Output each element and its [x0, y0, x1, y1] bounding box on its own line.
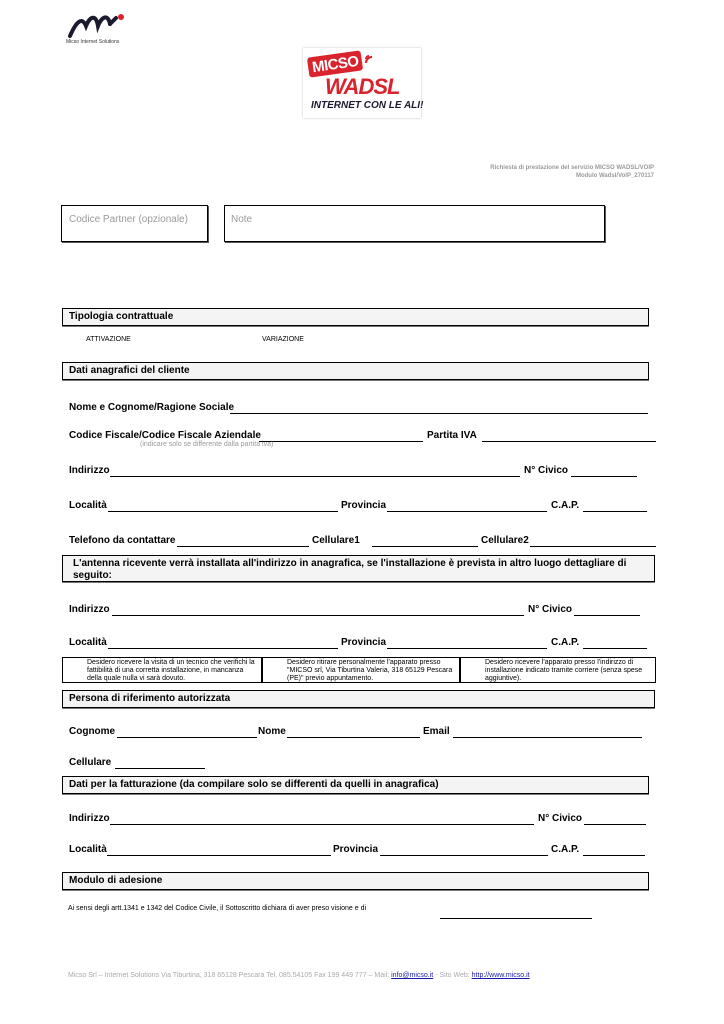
- rif-cellulare-field[interactable]: [115, 768, 205, 769]
- fatt-indirizzo-label: Indirizzo: [69, 813, 110, 824]
- partner-code-box[interactable]: [61, 205, 208, 242]
- antenna-cap-label: C.A.P.: [551, 637, 580, 648]
- fatt-localita-field[interactable]: [107, 855, 331, 856]
- cf-field[interactable]: [259, 441, 423, 442]
- telefono-field[interactable]: [177, 546, 309, 547]
- telefono-label: Telefono da contattare: [69, 535, 176, 546]
- option-variazione[interactable]: VARIAZIONE: [262, 336, 304, 343]
- footer-sep: - Sito Web:: [433, 972, 470, 979]
- rif-nome-field[interactable]: [287, 737, 420, 738]
- cf-hint: (indicare solo se differente dalla partita iva): [140, 441, 274, 448]
- adesione-text: Ai sensi degli artt.1341 e 1342 del Codice Civile, il Sottoscritto dichiara di aver preso visione e di: [68, 905, 367, 912]
- antenna-cap-field[interactable]: [583, 648, 647, 649]
- micso-company-logo: [66, 12, 136, 50]
- option-ritiro[interactable]: Desidero ritirare personalmente l'apparato presso "MICSO srl, Via Tiburtina Valeria, 318 65129 Pescara (PE)" previo appuntamento.: [262, 657, 460, 683]
- antenna-indirizzo-label: Indirizzo: [69, 604, 110, 615]
- option-corriere[interactable]: Desidero ricevere l'apparato presso l'indirizzo di installazione indicato tramite corriere (senza spese aggiuntive).: [460, 657, 656, 683]
- antenna-localita-label: Località: [69, 637, 107, 648]
- antenna-localita-field[interactable]: [108, 648, 338, 649]
- section-riferimento: Persona di riferimento autorizzata: [62, 690, 655, 708]
- cellulare1-field[interactable]: [372, 546, 478, 547]
- logo-tagline: INTERNET CON LE ALI!: [311, 100, 424, 111]
- wireless-signal-icon: [363, 50, 379, 66]
- fatt-provincia-label: Provincia: [333, 844, 379, 855]
- option-attivazione[interactable]: ATTIVAZIONE: [86, 336, 131, 343]
- section-fatturazione: Dati per la fatturazione (da compilare solo se differenti da quelli in anagrafica): [62, 776, 649, 794]
- nome-field[interactable]: [230, 413, 648, 414]
- cap-label: C.A.P.: [551, 500, 580, 511]
- micso-wadsl-logo: [303, 48, 424, 118]
- email-label: Email: [423, 726, 450, 737]
- footer-text: Micso Srl – Internet Solutions Via Tiburtina, 318 65128 Pescara Tel. 085.54105 Fax 199 449 777 – Mail:: [68, 972, 390, 979]
- rif-cellulare-label: Cellulare: [69, 757, 112, 768]
- company-logo-text: Micso Internet Solutions: [66, 39, 120, 45]
- fatt-provincia-field[interactable]: [380, 855, 548, 856]
- fatt-cap-field[interactable]: [583, 855, 645, 856]
- provincia-field[interactable]: [387, 511, 547, 512]
- piva-field[interactable]: [482, 441, 656, 442]
- cognome-label: Cognome: [69, 726, 116, 737]
- footer: [68, 972, 530, 979]
- cellulare2-field[interactable]: [530, 546, 656, 547]
- indirizzo-field[interactable]: [110, 476, 520, 477]
- logo-wadsl-text: WADSL: [325, 74, 400, 99]
- fatt-civico-field[interactable]: [584, 824, 646, 825]
- cognome-field[interactable]: [117, 737, 257, 738]
- piva-label: Partita IVA: [427, 430, 477, 441]
- section-tipologia: Tipologia contrattuale: [62, 308, 649, 326]
- rif-nome-label: Nome: [258, 726, 286, 737]
- note-label: Note: [231, 214, 253, 225]
- fatt-indirizzo-field[interactable]: [110, 824, 534, 825]
- civico-label: N° Civico: [524, 465, 569, 476]
- civico-field[interactable]: [571, 476, 637, 477]
- section-adesione: Modulo di adesione: [62, 872, 649, 890]
- nome-label: Nome e Cognome/Ragione Sociale: [69, 402, 235, 413]
- signature-line[interactable]: [440, 918, 592, 919]
- antenna-civico-label: N° Civico: [528, 604, 573, 615]
- fatt-civico-label: N° Civico: [538, 813, 583, 824]
- note-box[interactable]: [224, 205, 605, 242]
- antenna-indirizzo-field[interactable]: [112, 615, 524, 616]
- micso-m-icon: [66, 12, 128, 38]
- indirizzo-label: Indirizzo: [69, 465, 110, 476]
- doc-title: Richiesta di prestazione del servizio MICSO WADSL/VOIP: [490, 165, 654, 171]
- localita-field[interactable]: [108, 511, 338, 512]
- provincia-label: Provincia: [341, 500, 387, 511]
- cap-field[interactable]: [583, 511, 647, 512]
- fatt-cap-label: C.A.P.: [551, 844, 580, 855]
- antenna-provincia-field[interactable]: [387, 648, 547, 649]
- cellulare2-label: Cellulare2: [481, 535, 529, 546]
- footer-mail-link[interactable]: info@micso.it: [391, 972, 434, 979]
- section-antenna: L'antenna ricevente verrà installata all'indirizzo in anagrafica, se l'installazione è prevista in altro luogo dettagliare di seguito:: [62, 555, 655, 582]
- option-tecnico[interactable]: Desidero ricevere la visita di un tecnico che verifichi la fattibilità di una corretta installazione, in mancanza della quale nulla vi sarà dovuto.: [62, 657, 262, 683]
- cellulare1-label: Cellulare1: [312, 535, 360, 546]
- email-field[interactable]: [453, 737, 642, 738]
- footer-web-link[interactable]: http://www.micso.it: [471, 972, 530, 979]
- antenna-civico-field[interactable]: [574, 615, 640, 616]
- logo-micso-text: MICSO: [311, 52, 360, 77]
- doc-code: Modulo Wadsl/VoIP_270117: [575, 173, 654, 179]
- antenna-provincia-label: Provincia: [341, 637, 387, 648]
- partner-code-label: Codice Partner (opzionale): [69, 214, 188, 225]
- fatt-localita-label: Località: [69, 844, 107, 855]
- cf-label: Codice Fiscale/Codice Fiscale Aziendale: [69, 430, 261, 441]
- section-anagrafica: Dati anagrafici del cliente: [62, 362, 649, 380]
- localita-label: Località: [69, 500, 107, 511]
